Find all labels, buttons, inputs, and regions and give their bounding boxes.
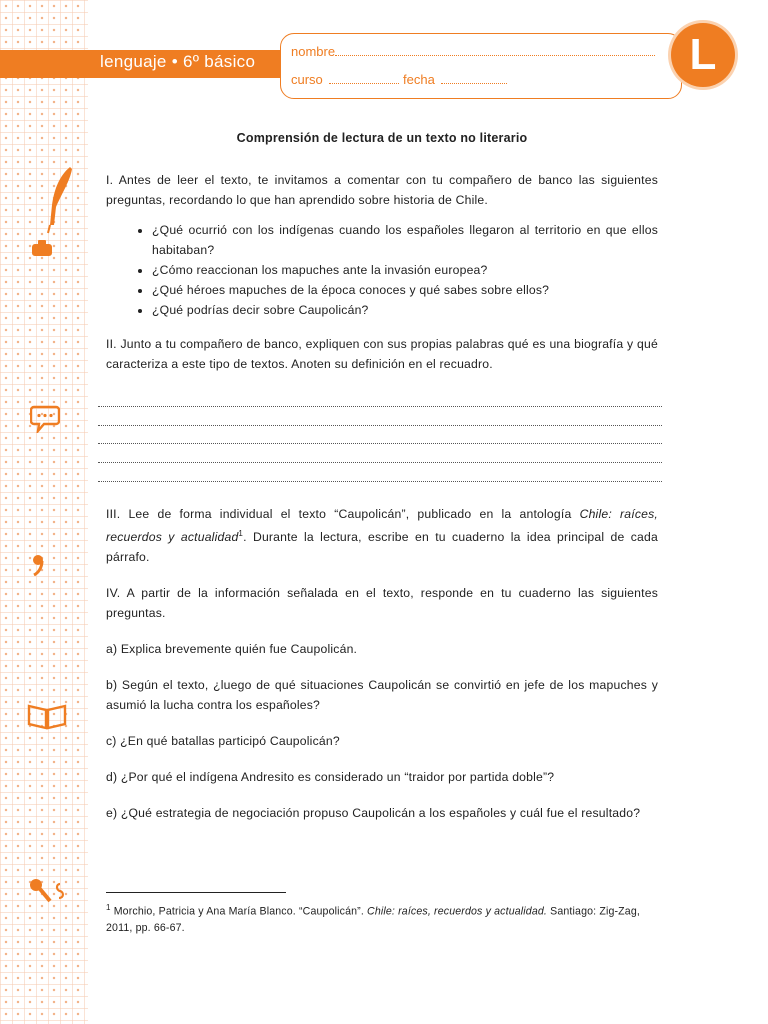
date-label: fecha (403, 72, 435, 87)
anthology-title: Chile: raíces, recuerdos y actualidad (106, 506, 658, 545)
footnote-publisher: Santiago: Zig-Zag, 2011, pp. 66-67. (106, 905, 640, 934)
subject-title: lenguaje • 6º básico (100, 52, 256, 71)
footnote (106, 900, 658, 936)
answer-line[interactable] (98, 426, 662, 445)
footnote-authors: Morchio, Patricia y Ana María Blanco. “Caupolicán”. (110, 905, 368, 918)
microphone-icon (28, 876, 70, 906)
footnote-ref: 1 (238, 528, 244, 538)
answer-line[interactable] (98, 388, 662, 407)
answer-line[interactable] (98, 463, 662, 482)
comma-icon (32, 554, 44, 576)
open-book-icon (26, 700, 68, 730)
question-a: a) Explica brevemente quién fue Caupolicán. (106, 642, 358, 657)
question-e: e) ¿Qué estrategia de negociación propuso Caupolicán a los españoles y cuál fue el resultado? (106, 806, 641, 821)
footnote-divider (106, 892, 286, 893)
section-3-text-after: . Durante la lectura, escribe en tu cuaderno la idea principal de cada párrafo. (106, 530, 658, 565)
list-item: • ¿Cómo reaccionan los mapuches ante la invasión europea? (152, 260, 658, 280)
page-title: Comprensión de lectura de un texto no literario (236, 131, 528, 145)
question-b: b) Según el texto, ¿luego de qué situaciones Caupolicán se convirtió en jefe de los mapuches y asumió la lucha contra los españoles? (106, 678, 658, 713)
question-d: d) ¿Por qué el indígena Andresito es considerado un “traidor por partida doble”? (106, 770, 555, 785)
answer-line[interactable] (98, 444, 662, 463)
section-2-instructions: II. Junto a tu compañero de banco, expliquen con sus propias palabras qué es una biografía y qué caracteriza a este tipo de textos. Anoten su definición en el recuadro. (106, 337, 658, 371)
list-item: • ¿Qué podrías decir sobre Caupolicán? (152, 300, 658, 320)
speech-bubble-icon (30, 405, 60, 433)
course-label: curso (291, 72, 323, 87)
answer-lines[interactable] (98, 388, 662, 482)
footnote-number: 1 (106, 903, 111, 912)
student-info-box (280, 33, 682, 99)
name-field[interactable] (291, 44, 655, 59)
section-4-intro: IV. A partir de la información señalada en el texto, responde en tu cuaderno las siguientes preguntas. (106, 586, 658, 621)
list-item: • ¿Qué héroes mapuches de la época conoces y qué sabes sobre ellos? (152, 280, 658, 300)
date-field[interactable] (403, 72, 507, 87)
answer-line[interactable] (98, 407, 662, 426)
section-3-instructions (106, 504, 658, 567)
question-c: c) ¿En qué batallas participó Caupolicán? (106, 734, 340, 749)
inkwell-icon (30, 238, 54, 258)
section-3-text-before: III. Lee de forma individual el texto “Caupolicán”, publicado en la antología (106, 506, 580, 521)
worksheet-body (106, 128, 658, 823)
list-item: • ¿Qué ocurrió con los indígenas cuando los españoles llegaron al territorio en que ellos habitaban? (152, 220, 658, 260)
footnote-book: Chile: raíces, recuerdos y actualidad. (367, 905, 548, 918)
quill-icon (40, 165, 76, 235)
course-field[interactable] (291, 72, 399, 87)
section-1-intro: I. Antes de leer el texto, te invitamos a comentar con tu compañero de banco las siguientes preguntas, recordando lo que han aprendido sobre historia de Chile. (106, 173, 658, 207)
name-label: nombre (291, 44, 336, 59)
subject-logo: L (671, 23, 735, 87)
margin-dots (0, 0, 88, 1024)
question-list (106, 220, 658, 320)
